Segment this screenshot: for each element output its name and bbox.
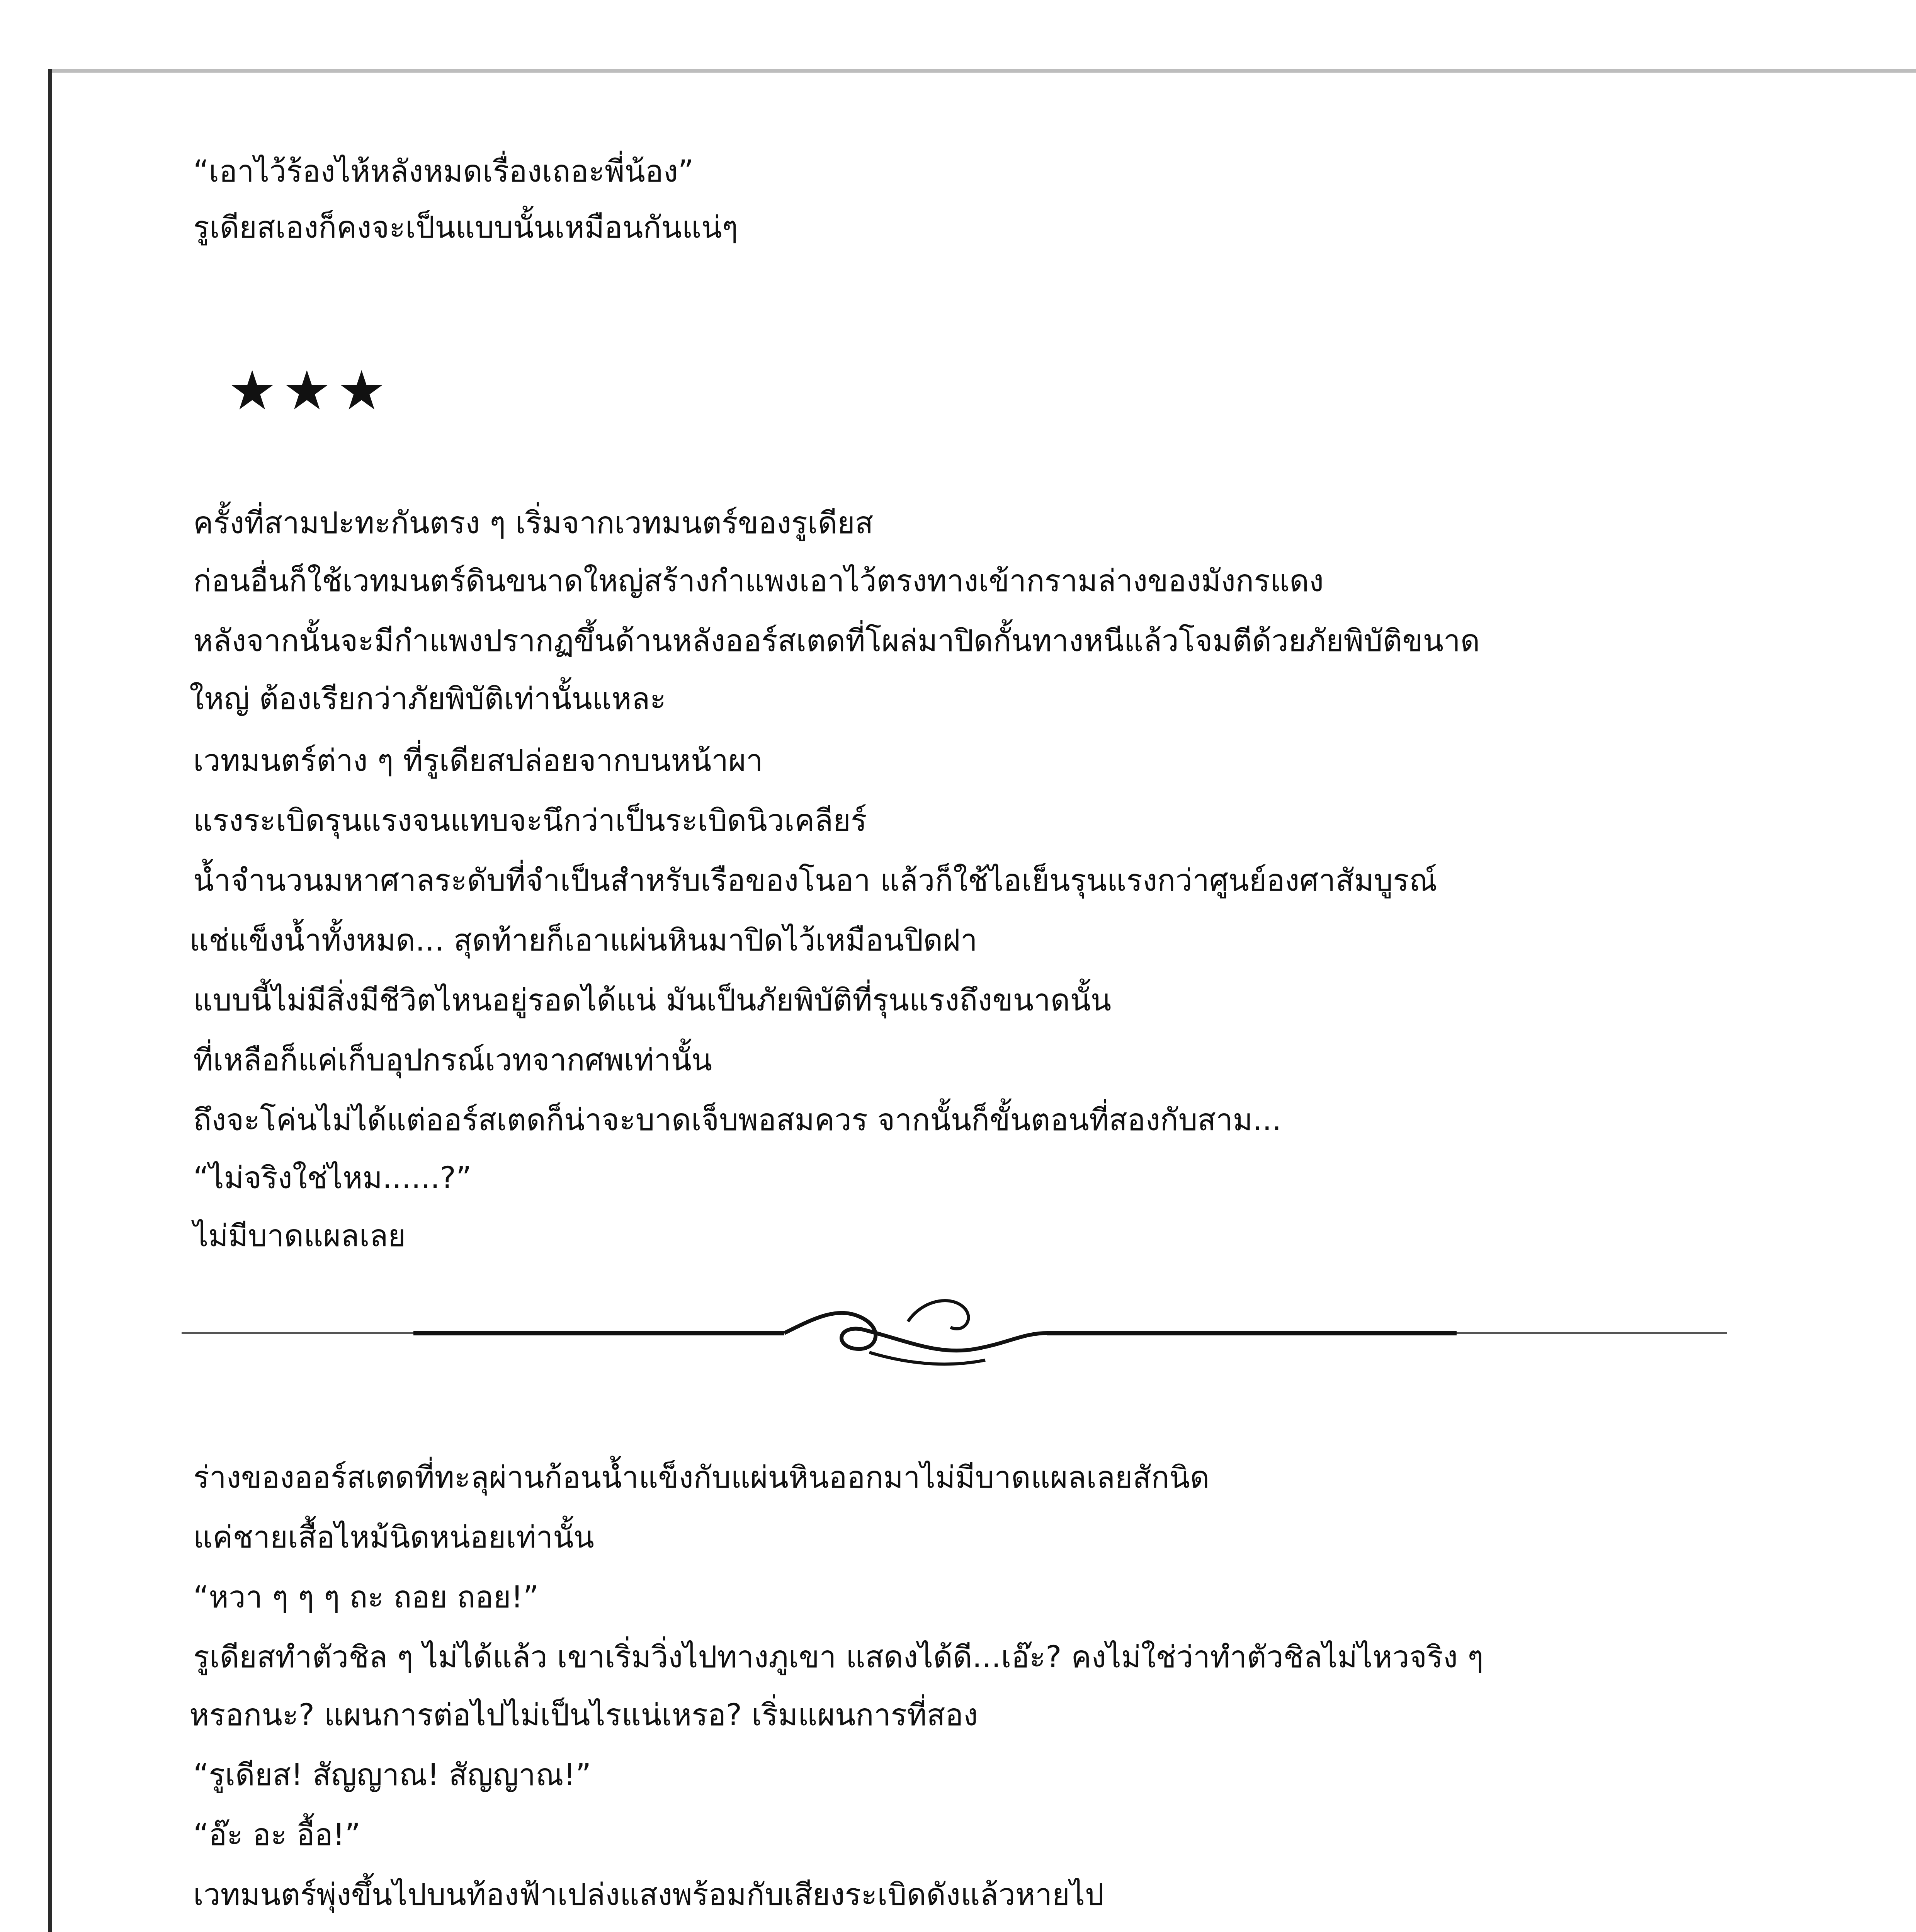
text-line: หลังจากนั้นจะมีกำแพงปรากฏขึ้นด้านหลังออร์สเตดที่โผล่มาปิดกั้นทางหนีแล้วโจมตีด้วยภัยพิบัติขนาด <box>193 624 1480 658</box>
text-line: “อ๊ะ อะ อื้อ!” <box>193 1818 360 1852</box>
text-line: แบบนี้ไม่มีสิ่งมีชีวิตไหนอยู่รอดได้แน่ มันเป็นภัยพิบัติที่รุนแรงถึงขนาดนั้น <box>193 983 1112 1018</box>
page-frame-left <box>48 69 52 1932</box>
text-line: หรอกนะ? แผนการต่อไปไม่เป็นไรแน่เหรอ? เริ่มแผนการที่สอง <box>189 1698 978 1733</box>
text-line: แช่แข็งน้ำทั้งหมด... สุดท้ายก็เอาแผ่นหินมาปิดไว้เหมือนปิดฝา <box>189 923 978 958</box>
text-line: ครั้งที่สามปะทะกันตรง ๆ เริ่มจากเวทมนตร์ของรูเดียส <box>193 506 874 541</box>
text-line: น้ำจำนวนมหาศาลระดับที่จำเป็นสำหรับเรือของโนอา แล้วก็ใช้ไอเย็นรุนแรงกว่าศูนย์องศาสัมบูรณ์ <box>193 863 1437 898</box>
page-frame-top <box>48 69 1916 73</box>
text-line: ไม่มีบาดแผลเลย <box>193 1219 406 1253</box>
text-line: แรงระเบิดรุนแรงจนแทบจะนึกว่าเป็นระเบิดนิวเคลียร์ <box>193 803 867 838</box>
flourish-divider-icon <box>182 1275 1727 1391</box>
text-line: “รูเดียส! สัญญาณ! สัญญาณ!” <box>193 1758 592 1793</box>
text-line: รูเดียสทำตัวชิล ๆ ไม่ได้แล้ว เขาเริ่มวิ่งไปทางภูเขา แสดงได้ดี...เอ๊ะ? คงไม่ใช่ว่าทำตัวชิลไม่ไหวจริง ๆ <box>193 1640 1484 1675</box>
text-line: ใหญ่ ต้องเรียกว่าภัยพิบัติเท่านั้นแหละ <box>189 682 666 716</box>
text-line: ที่เหลือก็แค่เก็บอุปกรณ์เวทจากศพเท่านั้น <box>193 1043 712 1078</box>
text-line: เวทมนตร์พุ่งขึ้นไปบนท้องฟ้าเปล่งแสงพร้อมกับเสียงระเบิดดังแล้วหายไป <box>193 1878 1104 1912</box>
text-line: เวทมนตร์ต่าง ๆ ที่รูเดียสปล่อยจากบนหน้าผา <box>193 743 763 778</box>
text-line: “ไม่จริงใช่ไหม......?” <box>193 1161 472 1196</box>
text-line: ร่างของออร์สเตดที่ทะลุผ่านก้อนน้ำแข็งกับแผ่นหินออกมาไม่มีบาดแผลเลยสักนิด <box>193 1460 1210 1495</box>
text-line: รูเดียสเองก็คงจะเป็นแบบนั้นเหมือนกันแน่ๆ <box>193 210 738 245</box>
text-line: “หวา ๆ ๆ ๆ ถะ ถอย ถอย!” <box>193 1580 539 1615</box>
text-line: ก่อนอื่นก็ใช้เวทมนตร์ดินขนาดใหญ่สร้างกำแพงเอาไว้ตรงทางเข้ากรามล่างของมังกรแดง <box>193 564 1324 599</box>
text-line <box>193 1930 236 1932</box>
text-line: “เอาไว้ร้องไห้หลังหมดเรื่องเถอะพี่น้อง” <box>193 154 694 189</box>
text-line-continuation <box>189 674 666 724</box>
text-line: ถึงจะโค่นไม่ได้แต่ออร์สเตดก็น่าจะบาดเจ็บพอสมควร จากนั้นก็ขั้นตอนที่สองกับสาม... <box>193 1103 1282 1138</box>
scene-break-stars: ★★★ <box>228 359 392 422</box>
text-line: แค่ชายเสื้อไหม้นิดหน่อยเท่านั้น <box>193 1520 594 1555</box>
